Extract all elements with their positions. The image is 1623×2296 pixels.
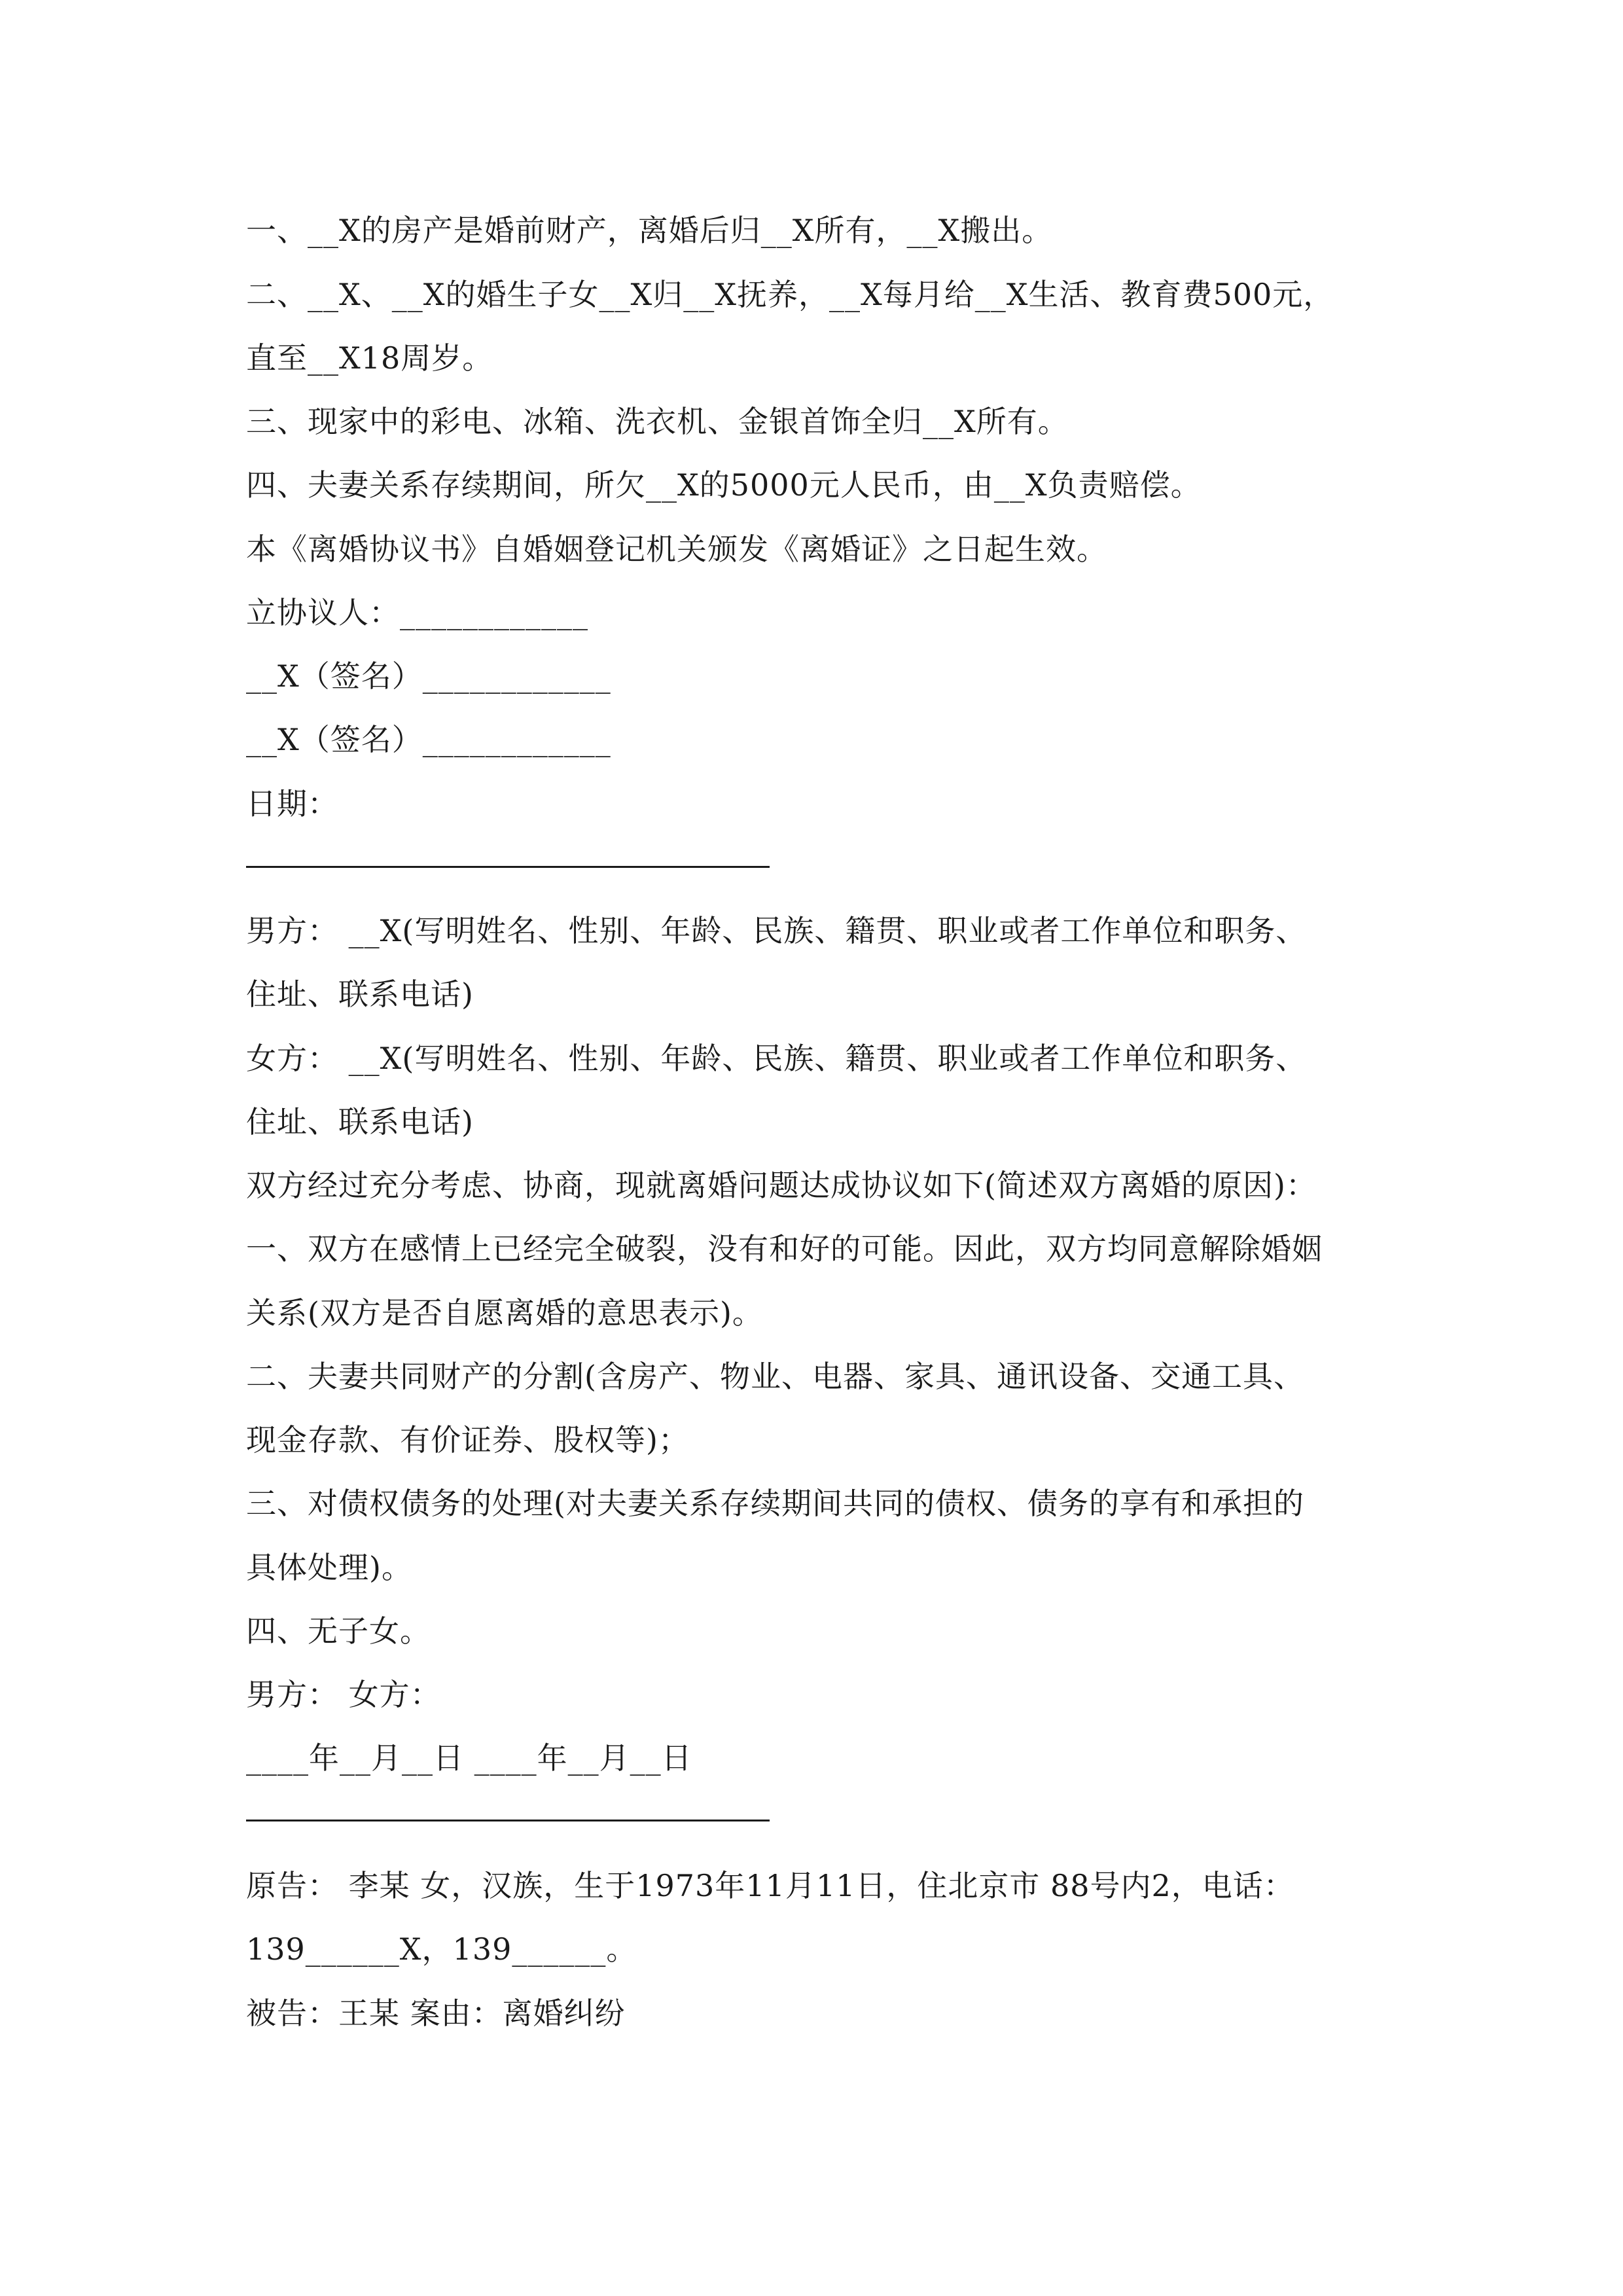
text-line: __X（签名）____________	[246, 722, 611, 757]
text-line: 直至__X18周岁。	[246, 340, 493, 376]
text-line: 住址、联系电话)	[246, 1104, 474, 1139]
text-line: 男方： __X(写明姓名、性别、年龄、民族、籍贯、职业或者工作单位和职务、	[246, 913, 1307, 948]
text-line: 原告： 李某 女，汉族，生于1973年11月11日，住北京市 88号内2，电话：	[246, 1868, 1294, 1903]
text-line: 二、__X、__X的婚生子女__X归__X抚养，__X每月给__X生活、教育费500元，	[246, 277, 1334, 312]
text-line: 一、双方在感情上已经完全破裂，没有和好的可能。因此，双方均同意解除婚姻	[246, 1231, 1323, 1266]
text-line: 立协议人：____________	[246, 595, 588, 630]
text-line: 日期：	[246, 786, 338, 821]
text-line: 139______X，139______。	[246, 1931, 637, 1967]
text-line: 三、对债权债务的处理(对夫妻关系存续期间共同的债权、债务的享有和承担的	[246, 1486, 1304, 1521]
text-line: 现金存款、有价证券、股权等)；	[246, 1422, 689, 1458]
text-line: 具体处理)。	[246, 1550, 412, 1585]
text-line: 一、__X的房产是婚前财产，离婚后归__X所有，__X搬出。	[246, 213, 1053, 248]
text-line: 住址、联系电话)	[246, 977, 474, 1012]
text-line: 关系(双方是否自愿离婚的意思表示)。	[246, 1295, 763, 1331]
text-line: 二、夫妻共同财产的分割(含房产、物业、电器、家具、通讯设备、交通工具、	[246, 1359, 1304, 1394]
text-line: 本《离婚协议书》自婚姻登记机关颁发《离婚证》之日起生效。	[246, 531, 1107, 567]
text-line: 被告：王某 案由：离婚纠纷	[246, 1996, 626, 2031]
text-line: ____年__月__日 ____年__月__日	[246, 1740, 692, 1776]
text-line: 男方： 女方：	[246, 1677, 441, 1712]
text-line: 女方： __X(写明姓名、性别、年龄、民族、籍贯、职业或者工作单位和职务、	[246, 1041, 1307, 1076]
text-line: 四、无子女。	[246, 1613, 431, 1649]
text-line: __X（签名）____________	[246, 658, 611, 694]
section-divider	[246, 866, 770, 868]
text-line: 三、现家中的彩电、冰箱、洗衣机、金银首饰全归__X所有。	[246, 404, 1069, 439]
section-divider	[246, 1820, 770, 1821]
text-line: 四、夫妻关系存续期间，所欠__X的5000元人民币，由__X负责赔偿。	[246, 467, 1202, 503]
text-line: 双方经过充分考虑、协商，现就离婚问题达成协议如下(简述双方离婚的原因)：	[246, 1168, 1317, 1203]
